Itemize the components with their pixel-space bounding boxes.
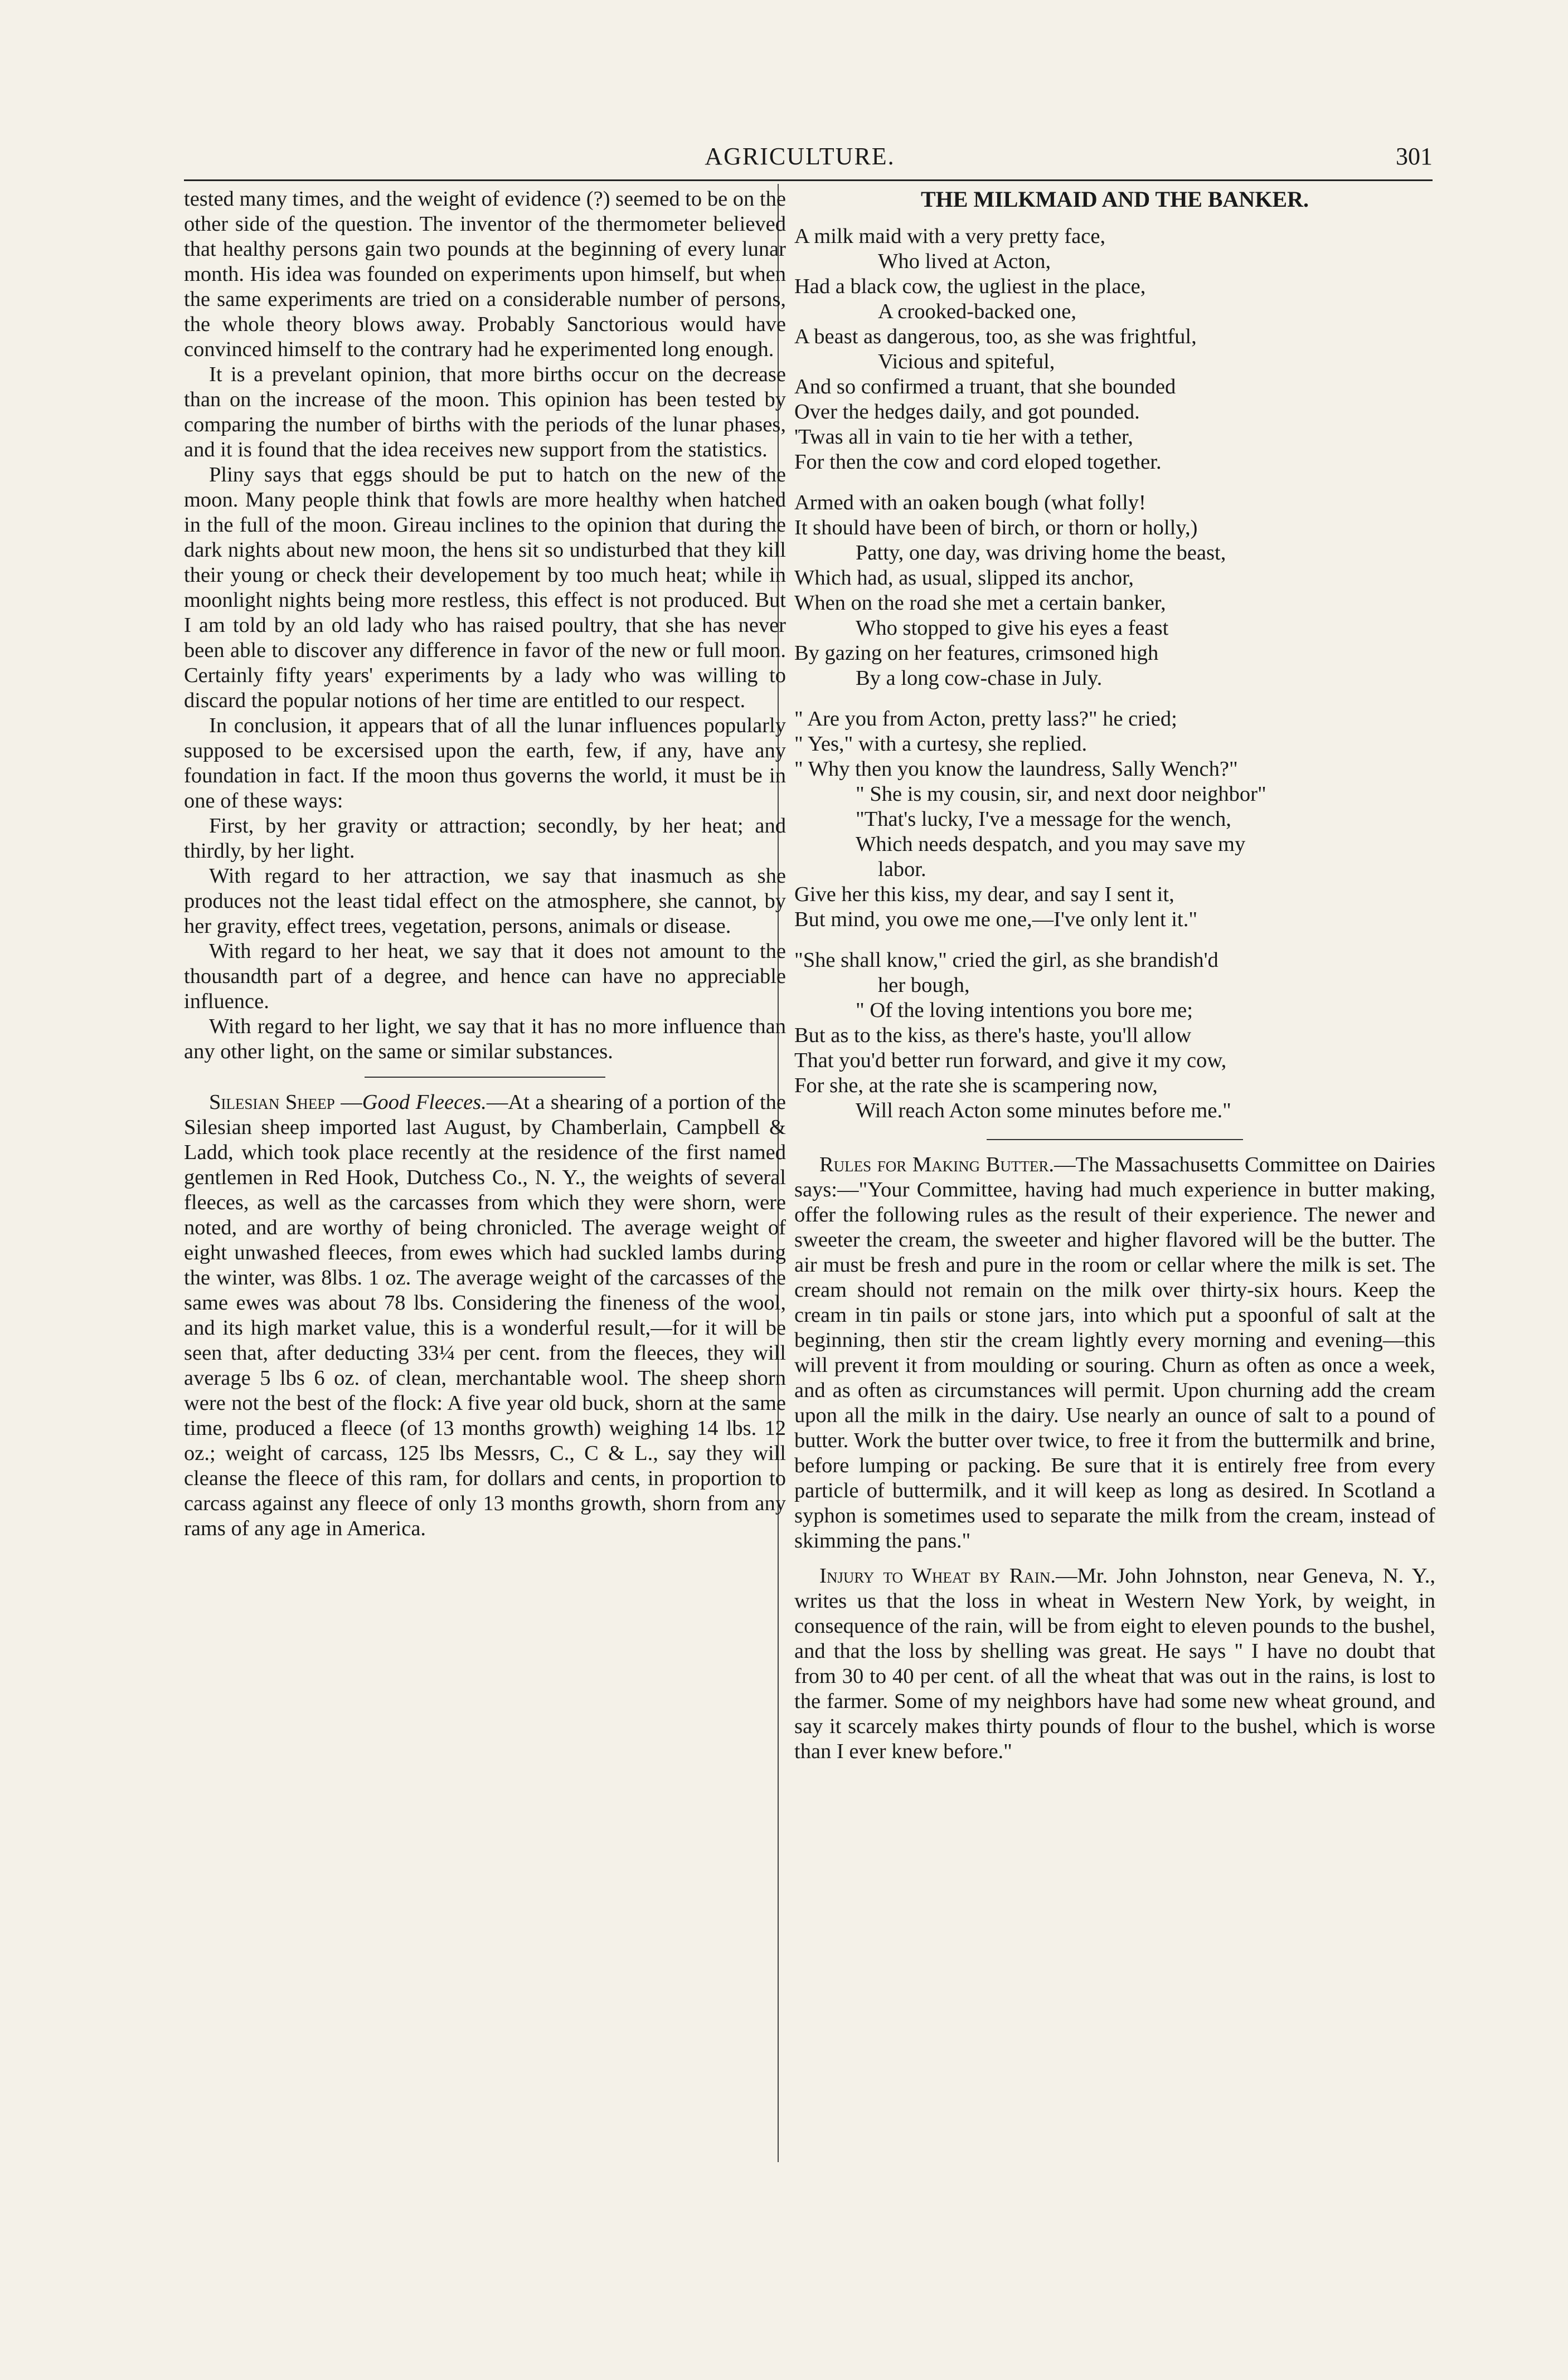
article-heading: Rules for Making Butter.	[819, 1153, 1055, 1176]
poem-line: When on the road she met a certain banker,	[794, 591, 1166, 615]
poem-line: Armed with an oaken bough (what folly!	[794, 491, 1146, 514]
left-column	[184, 187, 786, 1541]
right-column	[794, 187, 1435, 1764]
article-butter	[794, 1152, 1435, 1554]
article-body: —The Massachusetts Committee on Dairies says:—"Your Committee, having had much experience in butter making, offer the following rules as the result of their experience. The newer and sweeter the cream, the sweeter and higher flavored will be the butter. The air must be fresh and pure in the room or cellar where the milk is set. The cream should not remain on the milk over thirty-six hours. Keep the cream in tin pails or stone jars, into which put a spoonful of salt at the beginning, then stir the cream lightly every morning and evening—this will prevent it from moulding or souring. Churn as often as once a week, and as often as circumstances will permit. Upon churning add the cream upon all the milk in the dairy. Use nearly an ounce of salt to a pound of butter. Work the butter over twice, to free it from the buttermilk and brine, before lumping or packing. Be sure that it is entirely free from every particle of buttermilk, and it will keep as long as desired. In Scotland a syphon is sometimes used to separate the milk from the cream, instead of skimming the pans."	[794, 1153, 1436, 1552]
article-body: At a shearing of a portion of the Silesian sheep imported last August, by Chamberlain, Campbell & Ladd, which took place recently at the residence of the first named gentlemen in Red Hook, Dutchess Co., N. Y., the weights of several fleeces, as well as the carcasses from which they were shorn, were noted, and are worthy of being chronicled. The average weight of eight unwashed fleeces, from ewes which had suckled lambs during the winter, was 8lbs. 1 oz. The average weight of the carcasses of the same ewes was about 78 lbs. Considering the fineness of the wool, and its high market value, this is a wonderful result,—for it will be seen that, after deducting 33¼ per cent. from the fleeces, they will average 5 lbs 6 oz. of clean, merchantable wool. The sheep shorn were not the best of the flock: A five year old buck, shorn at the same time, produced a fleece (of 13 months growth) weighing 14 lbs. 12 oz.; weight of carcass, 125 lbs Messrs, C., C & L., say they will cleanse the fleece of this ram, for dollars and cents, in proportion to carcass against any fleece of only 13 months growth, shorn from any rams of any age in America.	[184, 1091, 787, 1540]
page-header	[167, 142, 1433, 176]
poem-line: Patty, one day, was driving home the beast,	[856, 541, 1226, 564]
header-rule	[184, 179, 1433, 181]
section-separator	[365, 1077, 605, 1078]
poem-line: " She is my cousin, sir, and next door neighbor"	[856, 782, 1266, 806]
poem-line: Will reach Acton some minutes before me."	[856, 1099, 1231, 1122]
paragraph: tested many times, and the weight of evidence (?) seemed to be on the other side of the question. The inventor of the thermometer believed that healthy persons gain two pounds at the beginning of every lunar month. His idea was founded on experiments upon himself, but when the same experiments are tried on a considerable number of persons, the whole theory blows away. Probably Sanctorious would have convinced himself to the contrary had he experimented long enough.	[184, 187, 786, 361]
poem-line: her bough,	[878, 974, 970, 997]
article-subheading: Good Fleeces.	[362, 1091, 487, 1114]
poem-line: Over the hedges daily, and got pounded.	[794, 400, 1140, 424]
poem-line: It should have been of birch, or thorn or holly,)	[794, 516, 1198, 539]
poem-title: THE MILKMAID AND THE BANKER.	[920, 187, 1309, 212]
poem-line: " Of the loving intentions you bore me;	[856, 999, 1193, 1022]
article-silesian-sheep: Silesian Sheep —Good Fleeces.—At a shearing of a portion of the Silesian sheep imported last August, by Chamberlain, Campbell & Ladd, which took place recently at the residence of the first named gentlemen in Red Hook, Dutchess Co., N. Y., the weights of several fleeces, as well as the carcasses from which they were shorn, were noted, and are worthy of being chronicled. The average weight of eight unwashed fleeces, from ewes which had suckled lambs during the winter, was 8lbs. 1 oz. The average weight of the carcasses of the same ewes was about 78 lbs. Considering the fineness of the wool, and its high market value, this is a wonderful result,—for it will be seen that, after deducting 33¼ per cent. from the fleeces, they will average 5 lbs 6 oz. of clean, merchantable wool. The sheep shorn were not the best of the flock: A five year old buck, shorn at the same time, produced a fleece (of 13 months growth) weighing 14 lbs. 12 oz.; weight of carcass, 125 lbs Messrs, C., C & L., say they will cleanse the fleece of this ram, for dollars and cents, in proportion to carcass against any fleece of only 13 months growth, shorn from any rams of any age in America.	[184, 1091, 787, 1540]
poem-line: "That's lucky, I've a message for the wench,	[856, 807, 1231, 831]
paragraph: With regard to her attraction, we say that inasmuch as she produces not the least tidal effect on the atmosphere, she cannot, by her gravity, effect trees, vegetation, persons, animals or disease.	[184, 864, 786, 938]
article-wheat	[794, 1564, 1435, 1764]
poem-stanza	[794, 224, 1435, 475]
page-number: 301	[1396, 143, 1433, 170]
paragraph: Pliny says that eggs should be put to hatch on the new of the moon. Many people think that fowls are more healthy when hatched in the full of the moon. Gireau inclines to the opinion that during the dark nights about new moon, the hens sit so undisturbed that they kill their young or check their developement by too much heat; while in moonlight nights being more restless, this effect is not produced. But I am told by an old lady who has raised poultry, that she has never been able to discover any difference in favor of the new or full moon. Certainly fifty years' experiments by a lady who was willing to discard the popular notions of her time are entitled to our respect.	[184, 463, 786, 712]
poem-line: For then the cow and cord eloped together.	[794, 450, 1162, 474]
poem-line: A crooked-backed one,	[878, 300, 1076, 323]
poem-line: For she, at the rate she is scampering now,	[794, 1074, 1158, 1097]
poem-line: Which had, as usual, slipped its anchor,	[794, 566, 1134, 590]
poem-line: But mind, you owe me one,—I've only lent it."	[794, 908, 1198, 931]
poem-line: Who lived at Acton,	[878, 250, 1051, 273]
poem-line: A milk maid with a very pretty face,	[794, 225, 1106, 248]
poem-line: Vicious and spiteful,	[878, 350, 1055, 373]
poem-line: And so confirmed a truant, that she bounded	[794, 375, 1176, 398]
poem-line: " Are you from Acton, pretty lass?" he cried;	[794, 707, 1177, 731]
poem-line: By gazing on her features, crimsoned high	[794, 641, 1159, 665]
poem-line: labor.	[878, 858, 926, 881]
section-separator	[987, 1139, 1243, 1140]
poem-line: " Yes," with a curtesy, she replied.	[794, 732, 1088, 756]
poem-stanza	[794, 490, 1435, 691]
paragraph: It is a prevelant opinion, that more births occur on the decrease than on the increase of the moon. This opinion has been tested by comparing the number of births with the periods of the lunar phases, and it is found that the idea receives new support from the statistics.	[184, 363, 786, 461]
paragraph: With regard to her light, we say that it has no more influence than any other light, on the same or similar substances.	[184, 1015, 786, 1063]
article-body: —Mr. John Johnston, near Geneva, N. Y., writes us that the loss in wheat in Western New York, by weight, in consequence of the rain, will be from eight to eleven pounds to the bushel, and that the loss by shelling was great. He says " I have no doubt that from 30 to 40 per cent. of all the wheat that was out in the rains, is lost to the farmer. Some of my neighbors have had some new wheat ground, and say it scarcely makes thirty pounds of flour to the bushel, which is worse than I ever knew before."	[794, 1564, 1436, 1763]
poem-line: Give her this kiss, my dear, and say I sent it,	[794, 883, 1174, 906]
poem-line: " Why then you know the laundress, Sally Wench?"	[794, 757, 1238, 781]
article-heading: Injury to Wheat by Rain.	[819, 1564, 1056, 1588]
poem-line: By a long cow-chase in July.	[856, 666, 1103, 690]
poem-stanza	[794, 948, 1435, 1123]
poem-stanza	[794, 707, 1435, 932]
poem-line: 'Twas all in vain to tie her with a tether,	[794, 425, 1133, 449]
paragraph: First, by her gravity or attraction; secondly, by her heat; and thirdly, by her light.	[184, 814, 786, 863]
poem-line: Had a black cow, the ugliest in the place,	[794, 275, 1146, 298]
poem-line: Which needs despatch, and you may save my	[856, 833, 1246, 856]
poem-line: A beast as dangerous, too, as she was frightful,	[794, 325, 1197, 348]
running-title: AGRICULTURE.	[705, 143, 895, 170]
poem-line: But as to the kiss, as there's haste, you'll allow	[794, 1024, 1192, 1047]
paragraph: In conclusion, it appears that of all the lunar influences popularly supposed to be excersised upon the earth, few, if any, have any foundation in fact. If the moon thus governs the world, it must be in one of these ways:	[184, 714, 786, 812]
poem	[794, 224, 1435, 1123]
poem-line: Who stopped to give his eyes a feast	[856, 616, 1169, 640]
article-heading: Silesian Sheep	[209, 1091, 335, 1114]
paragraph: With regard to her heat, we say that it does not amount to the thousandth part of a degree, and hence can have no appreciable influence.	[184, 940, 786, 1013]
poem-line: "She shall know," cried the girl, as she brandish'd	[794, 948, 1219, 972]
poem-line: That you'd better run forward, and give it my cow,	[794, 1049, 1227, 1072]
